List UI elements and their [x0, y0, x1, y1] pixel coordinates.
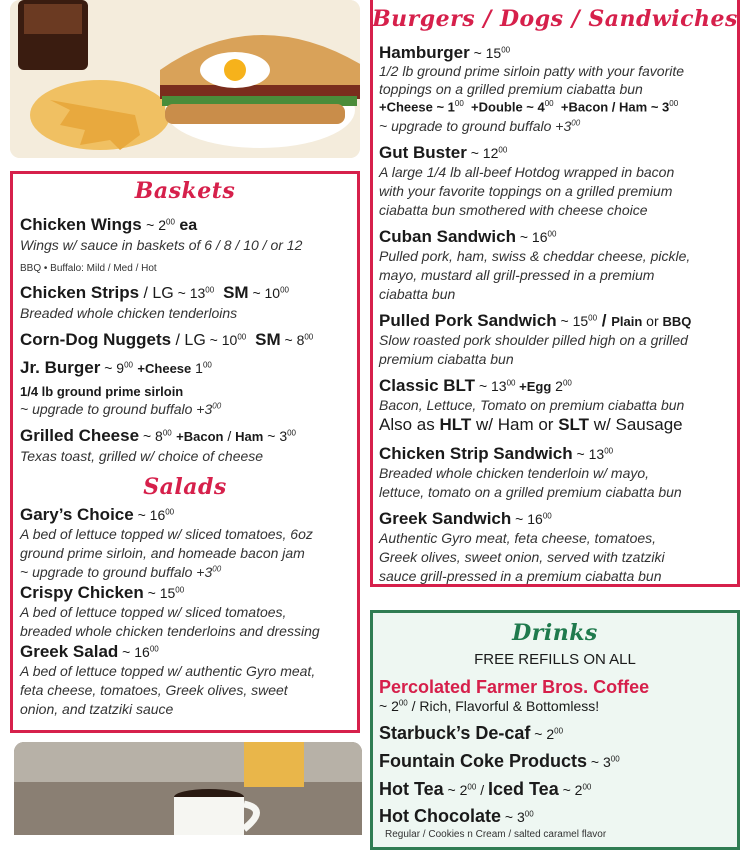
- gut-buster-item: Gut Buster ~ $12^{00}$: [379, 143, 508, 162]
- gs-desc2: Greek olives, sweet onion, served with tzatziki: [379, 549, 665, 565]
- chicken-wings-item: [20, 215, 197, 235]
- pp-desc1: Slow roasted pork shoulder pilled high on a grilled: [379, 332, 688, 348]
- burger-photo-svg: [10, 0, 360, 158]
- ham-desc3: ~ upgrade to ground buffalo $+3^{00}$: [379, 118, 581, 134]
- coffee-item: Percolated Farmer Bros. Coffee: [379, 677, 650, 697]
- baskets-title: Baskets: [134, 178, 236, 204]
- crispy-desc2: breaded whole chicken tenderloins and dressing: [20, 623, 320, 639]
- ham-addons: +Cheese ~ $1^{00}$ +Double ~ $4^{00}$ +Bacon / Ham ~ $3^{00}$: [379, 99, 679, 115]
- gut-desc1: A large 1/4 lb all-beef Hotdog wrapped in bacon: [379, 164, 675, 180]
- item-price: ~ $2^{00}$: [146, 217, 175, 233]
- jr-desc1: 1/4 lb ground prime sirloin: [20, 384, 184, 399]
- cs-desc2: lettuce, tomato on a grilled premium ciabatta bun: [379, 484, 682, 500]
- drinks-title: Drinks: [512, 620, 598, 646]
- chicken-strip-sandwich-item: Chicken Strip Sandwich ~ $13^{00}$: [379, 444, 614, 463]
- unit-label: ea: [179, 217, 198, 234]
- burger-photo: [10, 0, 360, 158]
- greek-desc2: feta cheese, tomatoes, Greek olives, sweet: [20, 682, 288, 698]
- gs-desc3: sauce grill-pressed in a premium ciabatta bun: [379, 568, 662, 584]
- garys-choice-item: Gary’s Choice ~ $16^{00}$: [20, 505, 175, 524]
- gary-desc2: ground prime sirloin, and homeade bacon jam: [20, 545, 305, 561]
- ham-desc2: toppings on a grilled premium ciabatta bun: [379, 81, 643, 97]
- gc-desc: Texas toast, grilled w/ choice of cheese: [20, 448, 264, 464]
- wings-desc: Wings w/ sauce in baskets of 6 / 8 / 10 / or 12: [20, 237, 303, 253]
- strips-desc: Breaded whole chicken tenderloins: [20, 305, 238, 321]
- salads-title: Salads: [143, 474, 227, 500]
- pulled-pork-item: Pulled Pork Sandwich ~ $15^{00}$ / Plain or BBQ: [379, 311, 692, 330]
- hamburger-item: Hamburger ~ $15^{00}$: [379, 43, 511, 62]
- burgers-title: Burgers / Dogs / Sandwiches: [372, 6, 738, 32]
- coffee-photo: [14, 742, 362, 835]
- greek-desc1: A bed of lettuce topped w/ authentic Gyro meat,: [20, 663, 316, 679]
- coffee-desc: ~ $2^{00}$ / Rich, Flavorful & Bottomless!: [379, 698, 600, 714]
- corndog-item: Corn-Dog Nuggets / LG ~ $10^{00}$ SM ~ $8^{00}$: [20, 330, 314, 349]
- drinks-subtitle: FREE REFILLS ON ALL: [474, 651, 636, 668]
- crispy-desc1: A bed of lettuce topped w/ sliced tomatoes,: [20, 604, 287, 620]
- pp-desc2: premium ciabatta bun: [379, 351, 514, 367]
- chicken-strips-item: Chicken Strips / LG ~ $13^{00}$ SM ~ $10^{00}$: [20, 283, 289, 302]
- hot-chocolate-item: Hot Chocolate ~ $3^{00}$: [379, 806, 534, 826]
- cs-desc1: Breaded whole chicken tenderloin w/ mayo,: [379, 465, 650, 481]
- decaf-item: Starbuck’s De-caf ~ $2^{00}$: [379, 723, 564, 743]
- cuban-desc3: ciabatta bun: [379, 286, 456, 302]
- gs-desc1: Authentic Gyro meat, feta cheese, tomatoes,: [379, 530, 657, 546]
- crispy-chicken-item: Crispy Chicken ~ $15^{00}$: [20, 583, 185, 602]
- gut-desc3: ciabatta bun smothered with cheese choice: [379, 202, 648, 218]
- gary-desc3: ~ upgrade to ground buffalo $+3^{00}$: [20, 564, 222, 580]
- jr-burger-item: Jr. Burger ~ $9^{00}$ +Cheese $1^{00}$: [20, 358, 212, 377]
- choc-flavors: Regular / Cookies n Cream / salted caramel flavor: [385, 829, 607, 840]
- coke-item: Fountain Coke Products ~ $3^{00}$: [379, 751, 620, 771]
- gary-desc1: A bed of lettuce topped w/ sliced tomatoes, 6oz: [20, 526, 313, 542]
- item-name: Chicken Wings: [20, 215, 142, 234]
- ham-desc1: 1/2 lb ground prime sirloin patty with your favorite: [379, 63, 685, 79]
- coffee-photo-svg: [14, 742, 362, 835]
- cuban-desc1: Pulled pork, ham, swiss & cheddar cheese, pickle,: [379, 248, 691, 264]
- jr-desc2: ~ upgrade to ground buffalo $+3^{00}$: [20, 401, 222, 417]
- gut-desc2: with your favorite toppings on a grilled premium: [379, 183, 673, 199]
- greek-salad-item: Greek Salad ~ $16^{00}$: [20, 642, 159, 661]
- blt-also: Also as HLT w/ Ham or SLT w/ Sausage: [379, 415, 683, 434]
- grilled-cheese-item: Grilled Cheese ~ $8^{00}$ +Bacon / Ham ~ $3^{00}$: [20, 426, 297, 445]
- cuban-desc2: mayo, mustard all grill-pressed in a premium: [379, 267, 655, 283]
- greek-desc3: onion, and tzatziki sauce: [20, 701, 174, 717]
- cuban-sandwich-item: Cuban Sandwich ~ $16^{00}$: [379, 227, 557, 246]
- tea-item: Hot Tea ~ $2^{00}$ / Iced Tea ~ $2^{00}$: [379, 779, 592, 799]
- wings-sauces: BBQ • Buffalo: Mild / Med / Hot: [20, 263, 157, 274]
- blt-desc1: Bacon, Lettuce, Tomato on premium ciabatta bun: [379, 397, 685, 413]
- greek-sandwich-item: Greek Sandwich ~ $16^{00}$: [379, 509, 552, 528]
- classic-blt-item: Classic BLT ~ $13^{00} +Egg$ $2^{00}$: [379, 376, 572, 395]
